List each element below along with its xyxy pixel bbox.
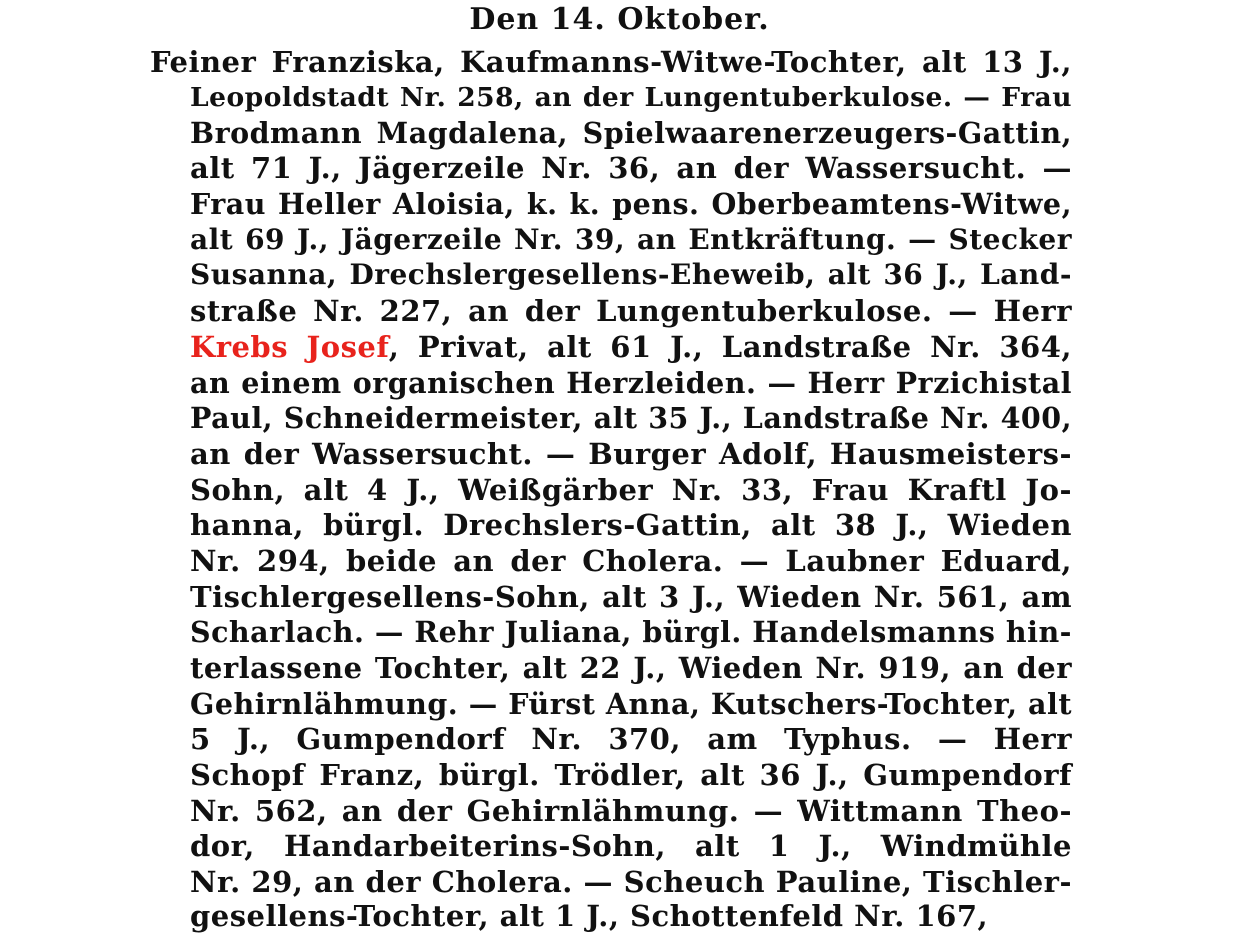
text-line: an einem organischen Herzleiden. — Herr Przichistal bbox=[190, 366, 1072, 400]
text-line: Feiner Franziska, Kaufmanns-Witwe-Tochter, alt 13 J., bbox=[150, 45, 1072, 79]
text-line: alt 69 J., Jägerzeile Nr. 39, an Entkräftung. — Stecker bbox=[190, 223, 1072, 256]
text-line: straße Nr. 227, an der Lungentuberkulose. — Herr bbox=[190, 294, 1072, 328]
text-line: 5 J., Gumpendorf Nr. 370, am Typhus. — Herr bbox=[190, 722, 1072, 756]
text-line: dor, Handarbeiterins-Sohn, alt 1 J., Windmühle bbox=[190, 829, 1072, 863]
text-line: Nr. 294, beide an der Cholera. — Laubner Eduard, bbox=[190, 544, 1072, 578]
text-line: hanna, bürgl. Drechslers-Gattin, alt 38 J., Wieden bbox=[190, 508, 1072, 542]
text-line: Paul, Schneidermeister, alt 35 J., Landstraße Nr. 400, bbox=[190, 401, 1072, 435]
text-line: Krebs Josef, Privat, alt 61 J., Landstraße Nr. 364, bbox=[190, 330, 1072, 364]
highlighted-name: Krebs Josef bbox=[190, 330, 389, 364]
text-line: Brodmann Magdalena, Spielwaarenerzeugers-Gattin, bbox=[190, 116, 1072, 150]
text-line: Nr. 29, an der Cholera. — Scheuch Pauline, Tischler- bbox=[190, 865, 1072, 899]
text-line: Nr. 562, an der Gehirnlähmung. — Wittmann Theo- bbox=[190, 794, 1072, 828]
text-line: Leopoldstadt Nr. 258, an der Lungentuberkulose. — Frau bbox=[190, 82, 1072, 113]
text-line: Scharlach. — Rehr Juliana, bürgl. Handelsmanns hin- bbox=[190, 615, 1072, 649]
text-line: Sohn, alt 4 J., Weißgärber Nr. 33, Frau Kraftl Jo- bbox=[190, 473, 1072, 507]
text-line: Schopf Franz, bürgl. Trödler, alt 36 J., Gumpendorf bbox=[190, 758, 1072, 792]
text-line: Susanna, Drechslergesellens-Eheweib, alt 36 J., Land- bbox=[190, 258, 1072, 291]
text-line: Tischlergesellens-Sohn, alt 3 J., Wieden Nr. 561, am bbox=[190, 580, 1072, 614]
text-line: alt 71 J., Jägerzeile Nr. 36, an der Wassersucht. — bbox=[190, 151, 1072, 185]
text-line: gesellens-Tochter, alt 1 J., Schottenfeld Nr. 167, bbox=[190, 899, 989, 933]
text-line: an der Wassersucht. — Burger Adolf, Hausmeisters- bbox=[190, 437, 1072, 471]
text-line: terlassene Tochter, alt 22 J., Wieden Nr. 919, an der bbox=[190, 651, 1072, 685]
text-line: Frau Heller Aloisia, k. k. pens. Oberbeamtens-Witwe, bbox=[190, 187, 1072, 221]
date-heading: Den 14. Oktober. bbox=[469, 2, 770, 37]
text-line: Gehirnlähmung. — Fürst Anna, Kutschers-Tochter, alt bbox=[190, 687, 1072, 721]
